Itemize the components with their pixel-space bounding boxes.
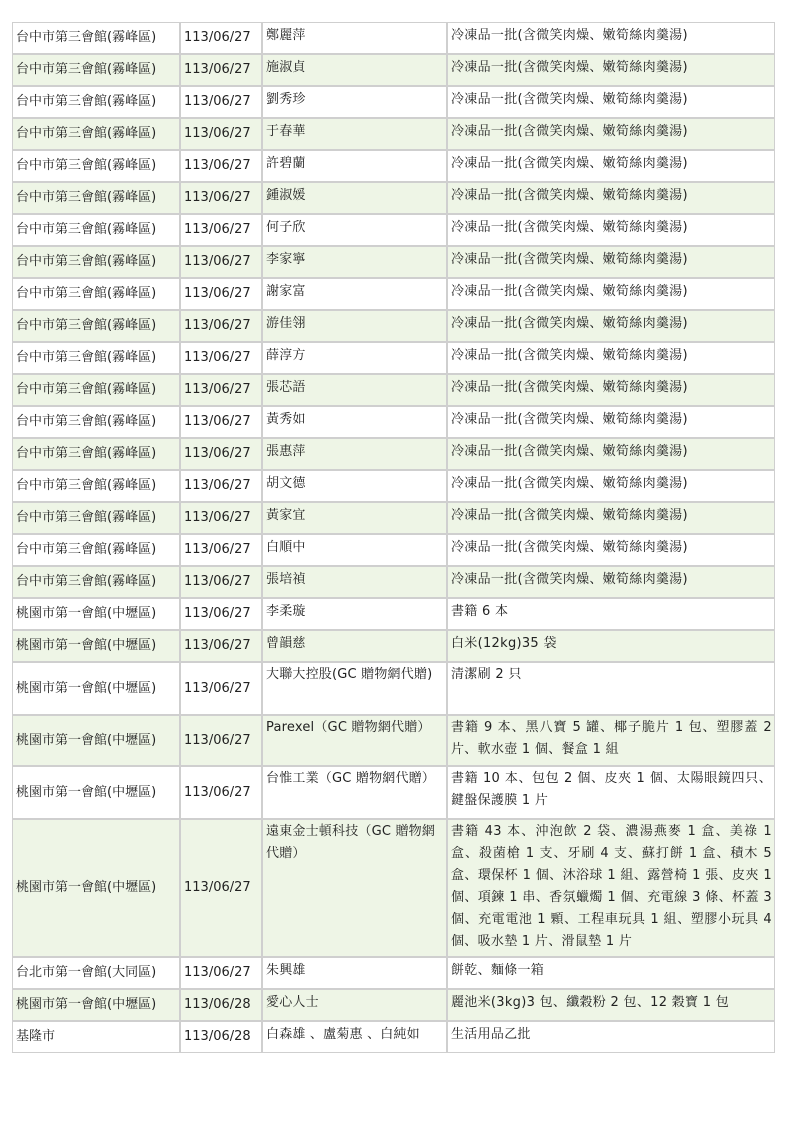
date-cell: 113/06/27	[180, 374, 262, 406]
date-cell: 113/06/28	[180, 989, 262, 1021]
items-cell: 冷凍品一批(含微笑肉燥、嫩筍絲肉羹湯)	[447, 438, 775, 470]
location-cell: 桃園市第一會館(中壢區)	[12, 766, 180, 819]
date-cell: 113/06/27	[180, 406, 262, 438]
items-cell: 冷凍品一批(含微笑肉燥、嫩筍絲肉羹湯)	[447, 214, 775, 246]
date-cell: 113/06/28	[180, 1021, 262, 1053]
location-cell: 台中市第三會館(霧峰區)	[12, 374, 180, 406]
donor-cell: 朱興雄	[262, 957, 447, 989]
table-row	[12, 502, 775, 534]
items-cell: 書籍 43 本、沖泡飲 2 袋、濃湯燕麥 1 盒、美祿 1 盒、殺菌槍 1 支、牙刷 4 支、蘇打餅 1 盒、積木 5 盒、環保杯 1 個、沐浴球 1 組、露營椅 1 張、皮夾 1 個、項鍊 1 串、香氛蠟燭 1 個、充電線 3 條、杯蓋 3 個、充電電池 1 顆、工程車玩具 1 組、塑膠小玩具 4 個、吸水墊 1 片、滑鼠墊 1 片	[447, 819, 775, 957]
location-cell: 桃園市第一會館(中壢區)	[12, 819, 180, 957]
table-row	[12, 566, 775, 598]
table-row	[12, 470, 775, 502]
location-cell: 台中市第三會館(霧峰區)	[12, 502, 180, 534]
date-cell: 113/06/27	[180, 342, 262, 374]
donation-record-page	[12, 22, 775, 1053]
items-cell: 白米(12kg)35 袋	[447, 630, 775, 662]
items-cell: 冷凍品一批(含微笑肉燥、嫩筍絲肉羹湯)	[447, 246, 775, 278]
donor-cell: 薛淳方	[262, 342, 447, 374]
location-cell: 台中市第三會館(霧峰區)	[12, 438, 180, 470]
items-cell: 冷凍品一批(含微笑肉燥、嫩筍絲肉羹湯)	[447, 22, 775, 54]
donor-cell: 張芯語	[262, 374, 447, 406]
donor-cell: 謝家富	[262, 278, 447, 310]
items-cell: 冷凍品一批(含微笑肉燥、嫩筍絲肉羹湯)	[447, 150, 775, 182]
items-cell: 書籍 10 本、包包 2 個、皮夾 1 個、太陽眼鏡四只、鍵盤保護膜 1 片	[447, 766, 775, 819]
location-cell: 台中市第三會館(霧峰區)	[12, 214, 180, 246]
donor-cell: 鍾淑媛	[262, 182, 447, 214]
donor-cell: 于春華	[262, 118, 447, 150]
location-cell: 台中市第三會館(霧峰區)	[12, 310, 180, 342]
table-row	[12, 957, 775, 989]
location-cell: 台中市第三會館(霧峰區)	[12, 566, 180, 598]
donor-cell: 張培禎	[262, 566, 447, 598]
location-cell: 台中市第三會館(霧峰區)	[12, 534, 180, 566]
table-row	[12, 278, 775, 310]
date-cell: 113/06/27	[180, 86, 262, 118]
items-cell: 冷凍品一批(含微笑肉燥、嫩筍絲肉羹湯)	[447, 118, 775, 150]
date-cell: 113/06/27	[180, 598, 262, 630]
table-row	[12, 22, 775, 54]
items-cell: 冷凍品一批(含微笑肉燥、嫩筍絲肉羹湯)	[447, 534, 775, 566]
location-cell: 台中市第三會館(霧峰區)	[12, 406, 180, 438]
date-cell: 113/06/27	[180, 662, 262, 715]
date-cell: 113/06/27	[180, 278, 262, 310]
location-cell: 台北市第一會館(大同區)	[12, 957, 180, 989]
donor-cell: 施淑貞	[262, 54, 447, 86]
items-cell: 冷凍品一批(含微笑肉燥、嫩筍絲肉羹湯)	[447, 86, 775, 118]
location-cell: 台中市第三會館(霧峰區)	[12, 278, 180, 310]
items-cell: 冷凍品一批(含微笑肉燥、嫩筍絲肉羹湯)	[447, 406, 775, 438]
location-cell: 桃園市第一會館(中壢區)	[12, 630, 180, 662]
table-row	[12, 86, 775, 118]
donor-cell: 胡文德	[262, 470, 447, 502]
location-cell: 台中市第三會館(霧峰區)	[12, 86, 180, 118]
items-cell: 麗池米(3kg)3 包、纖穀粉 2 包、12 穀寶 1 包	[447, 989, 775, 1021]
donor-cell: 黃秀如	[262, 406, 447, 438]
donor-cell: Parexel（GC 贈物網代贈）	[262, 715, 447, 766]
donor-cell: 白森雄 、盧菊惠 、白純如	[262, 1021, 447, 1053]
location-cell: 台中市第三會館(霧峰區)	[12, 150, 180, 182]
table-row	[12, 310, 775, 342]
donor-cell: 台惟工業（GC 贈物網代贈）	[262, 766, 447, 819]
table-row	[12, 150, 775, 182]
table-row	[12, 766, 775, 819]
items-cell: 生活用品乙批	[447, 1021, 775, 1053]
table-row	[12, 630, 775, 662]
date-cell: 113/06/27	[180, 54, 262, 86]
date-cell: 113/06/27	[180, 470, 262, 502]
table-row	[12, 662, 775, 715]
donor-cell: 李柔璇	[262, 598, 447, 630]
items-cell: 餅乾、麵條一箱	[447, 957, 775, 989]
donor-cell: 曾韻慈	[262, 630, 447, 662]
items-cell: 冷凍品一批(含微笑肉燥、嫩筍絲肉羹湯)	[447, 374, 775, 406]
table-row	[12, 715, 775, 766]
location-cell: 台中市第三會館(霧峰區)	[12, 118, 180, 150]
items-cell: 冷凍品一批(含微笑肉燥、嫩筍絲肉羹湯)	[447, 566, 775, 598]
donor-cell: 何子欣	[262, 214, 447, 246]
donor-cell: 黃家宜	[262, 502, 447, 534]
items-cell: 冷凍品一批(含微笑肉燥、嫩筍絲肉羹湯)	[447, 182, 775, 214]
items-cell: 冷凍品一批(含微笑肉燥、嫩筍絲肉羹湯)	[447, 470, 775, 502]
date-cell: 113/06/27	[180, 502, 262, 534]
table-row	[12, 182, 775, 214]
location-cell: 桃園市第一會館(中壢區)	[12, 715, 180, 766]
items-cell: 冷凍品一批(含微笑肉燥、嫩筍絲肉羹湯)	[447, 502, 775, 534]
location-cell: 台中市第三會館(霧峰區)	[12, 182, 180, 214]
donor-cell: 遠東金士頓科技（GC 贈物網代贈）	[262, 819, 447, 957]
table-row	[12, 819, 775, 957]
location-cell: 台中市第三會館(霧峰區)	[12, 22, 180, 54]
location-cell: 台中市第三會館(霧峰區)	[12, 342, 180, 374]
table-row	[12, 118, 775, 150]
donor-cell: 鄭麗萍	[262, 22, 447, 54]
donation-table-body	[12, 22, 775, 1053]
donor-cell: 李家寧	[262, 246, 447, 278]
date-cell: 113/06/27	[180, 715, 262, 766]
date-cell: 113/06/27	[180, 630, 262, 662]
donor-cell: 游佳翎	[262, 310, 447, 342]
table-row	[12, 406, 775, 438]
table-row	[12, 374, 775, 406]
location-cell: 桃園市第一會館(中壢區)	[12, 662, 180, 715]
items-cell: 冷凍品一批(含微笑肉燥、嫩筍絲肉羹湯)	[447, 310, 775, 342]
donor-cell: 劉秀珍	[262, 86, 447, 118]
date-cell: 113/06/27	[180, 957, 262, 989]
items-cell: 冷凍品一批(含微笑肉燥、嫩筍絲肉羹湯)	[447, 278, 775, 310]
location-cell: 桃園市第一會館(中壢區)	[12, 598, 180, 630]
items-cell: 書籍 6 本	[447, 598, 775, 630]
location-cell: 台中市第三會館(霧峰區)	[12, 54, 180, 86]
date-cell: 113/06/27	[180, 118, 262, 150]
location-cell: 台中市第三會館(霧峰區)	[12, 470, 180, 502]
date-cell: 113/06/27	[180, 310, 262, 342]
date-cell: 113/06/27	[180, 150, 262, 182]
date-cell: 113/06/27	[180, 766, 262, 819]
date-cell: 113/06/27	[180, 182, 262, 214]
table-row	[12, 534, 775, 566]
table-row	[12, 54, 775, 86]
date-cell: 113/06/27	[180, 819, 262, 957]
table-row	[12, 246, 775, 278]
table-row	[12, 1021, 775, 1053]
donor-cell: 許碧蘭	[262, 150, 447, 182]
location-cell: 台中市第三會館(霧峰區)	[12, 246, 180, 278]
location-cell: 桃園市第一會館(中壢區)	[12, 989, 180, 1021]
items-cell: 書籍 9 本、黑八寶 5 罐、椰子脆片 1 包、塑膠蓋 2 片、軟水壺 1 個、餐盒 1 組	[447, 715, 775, 766]
donation-table	[12, 22, 775, 1053]
table-row	[12, 214, 775, 246]
items-cell: 冷凍品一批(含微笑肉燥、嫩筍絲肉羹湯)	[447, 54, 775, 86]
table-row	[12, 598, 775, 630]
donor-cell: 大聯大控股(GC 贈物網代贈)	[262, 662, 447, 715]
date-cell: 113/06/27	[180, 438, 262, 470]
items-cell: 冷凍品一批(含微笑肉燥、嫩筍絲肉羹湯)	[447, 342, 775, 374]
donor-cell: 白順中	[262, 534, 447, 566]
items-cell: 清潔刷 2 只	[447, 662, 775, 715]
table-row	[12, 438, 775, 470]
date-cell: 113/06/27	[180, 566, 262, 598]
table-row	[12, 342, 775, 374]
donor-cell: 張惠萍	[262, 438, 447, 470]
location-cell: 基隆市	[12, 1021, 180, 1053]
date-cell: 113/06/27	[180, 22, 262, 54]
table-row	[12, 989, 775, 1021]
date-cell: 113/06/27	[180, 246, 262, 278]
date-cell: 113/06/27	[180, 534, 262, 566]
donor-cell: 愛心人士	[262, 989, 447, 1021]
date-cell: 113/06/27	[180, 214, 262, 246]
